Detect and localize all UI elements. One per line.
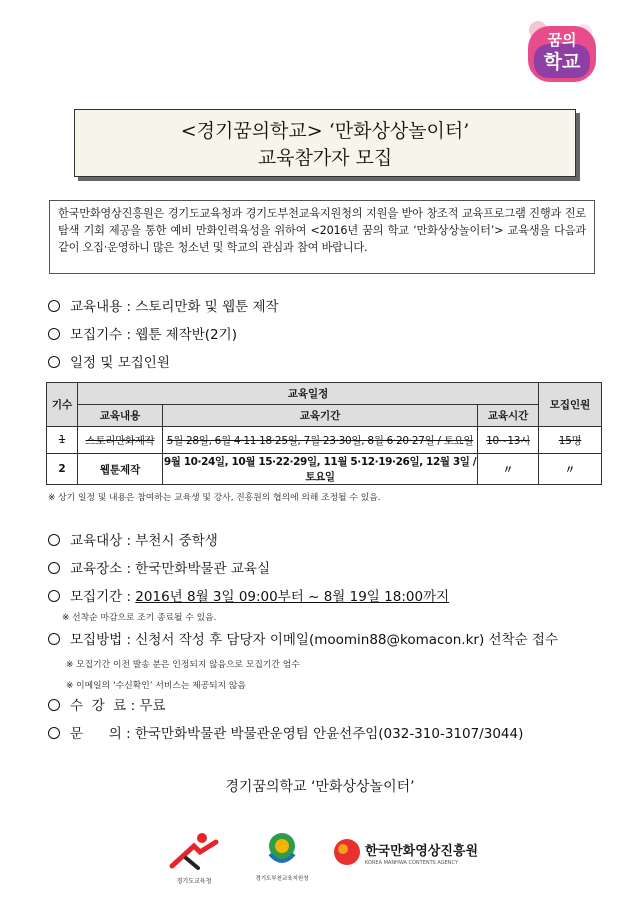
cell-content: 스토리만화제작 xyxy=(85,434,155,447)
intro-paragraph: 한국만화영상진흥원은 경기도교육청과 경기도부천교육지원청의 지원을 받아 창조적 교육프로그램 진행과 진로탐색 기회 제공을 통한 예비 만화인력육성을 위하여 <2016년 꿈의 학교 ‘만화상상놀이터’> 교육생을 다음과 같이 오집·운영하니 많은 청소년 및 학교의 관심과 참여 바랍니다. xyxy=(49,200,595,274)
cell-period: 9월 10·24일, 10월 15·22·29일, 11월 5·12·19·26일, 12월 3일 / 토요일 xyxy=(163,454,478,485)
schedule-table xyxy=(46,382,602,485)
closing-title: 경기꿈의학교 ‘만화상상놀이터’ xyxy=(225,779,415,795)
bullet-circle-icon xyxy=(48,328,60,340)
logo-text-line2: 학교 xyxy=(543,51,581,73)
komacon-logo xyxy=(333,838,483,872)
gyeonggi-edu-label: 경기도교육청 xyxy=(176,878,212,885)
item-place: 교육장소 : 한국만화박물관 교육실 xyxy=(48,560,270,578)
header-schedule: 교육일정 xyxy=(78,383,539,405)
bullet-circle-icon xyxy=(48,699,60,711)
cell-time: 〃 xyxy=(478,454,539,485)
gyeonggi-edu-logo xyxy=(164,832,224,885)
cell-recruit: 15명 xyxy=(558,434,582,447)
logo-text-line1: 꿈의 xyxy=(547,31,577,49)
header-period: 교육기간 xyxy=(163,405,478,427)
cell-time: 10~13시 xyxy=(486,434,530,447)
header-content: 교육내용 xyxy=(78,405,163,427)
table-row xyxy=(47,427,602,454)
header-time: 교육시간 xyxy=(478,405,539,427)
method-note-2: ※ 이메일의 ‘수신확인’ 서비스는 제공되지 않음 xyxy=(66,681,246,691)
table-row xyxy=(47,454,602,485)
item-target: 교육대상 : 부천시 중학생 xyxy=(48,532,218,550)
method-note-1: ※ 모집기간 이전 발송 분은 인정되지 않음으로 모집기간 엄수 xyxy=(66,660,300,670)
komacon-english: KOREA MANHWA CONTENTS AGENCY xyxy=(365,860,459,866)
item-content: 교육내용 : 스토리만화 및 웹툰 제작 xyxy=(48,298,279,316)
cell-content: 웹툰제작 xyxy=(78,454,163,485)
title-line1: <경기꿈의학교> ‘만화상상놀이터’ xyxy=(180,120,470,142)
bucheon-edu-label: 경기도부천교육지원청 xyxy=(255,876,309,882)
bullet-circle-icon xyxy=(48,633,60,645)
cell-gisu: 2 xyxy=(47,454,78,485)
item-recruit-count: 모집기수 : 웹툰 제작반(2기) xyxy=(48,326,237,344)
bullet-circle-icon xyxy=(48,727,60,739)
item-inquiry: 문 의 : 한국만화박물관 박물관운영팀 안윤선주임(032-310-3107/3044) xyxy=(48,725,523,743)
header-gisu: 기수 xyxy=(47,383,78,427)
dream-school-logo xyxy=(522,16,602,92)
item-fee: 수 강 료 : 무료 xyxy=(48,697,166,715)
table-note: ※ 상기 일정 및 내용은 참여하는 교육생 및 강사, 진흥원의 협의에 의해 조정될 수 있음. xyxy=(48,493,381,503)
bullet-circle-icon xyxy=(48,356,60,368)
bullet-circle-icon xyxy=(48,562,60,574)
bullet-circle-icon xyxy=(48,300,60,312)
cell-period: 5월 28일, 6월 4·11·18·25일, 7월 23·30일, 8월 6·20·27일 / 토요일 xyxy=(166,434,474,447)
item-schedule: 일정 및 모집인원 xyxy=(48,354,170,372)
item-period: 모집기간 : 2016년 8월 3일 09:00부터 ~ 8월 19일 18:00까지 xyxy=(48,588,449,606)
title-box xyxy=(74,109,576,177)
bucheon-edu-logo xyxy=(250,830,314,882)
period-note: ※ 선착순 마감으로 조기 종료될 수 있음. xyxy=(62,613,217,623)
item-method: 모집방법 : 신청서 작성 후 담당자 이메일(moomin88@komacon.kr) 선착순 접수 xyxy=(48,631,558,649)
title-line2: 교육참가자 모집 xyxy=(257,147,393,169)
cell-gisu: 1 xyxy=(58,434,66,446)
bullet-circle-icon xyxy=(48,534,60,546)
komacon-name: 한국만화영상진흥원 xyxy=(365,844,479,859)
header-recruit: 모집인원 xyxy=(539,383,602,427)
period-value: 2016년 8월 3일 09:00부터 ~ 8월 19일 18:00까지 xyxy=(135,589,450,605)
cell-recruit: 〃 xyxy=(539,454,602,485)
bullet-circle-icon xyxy=(48,590,60,602)
